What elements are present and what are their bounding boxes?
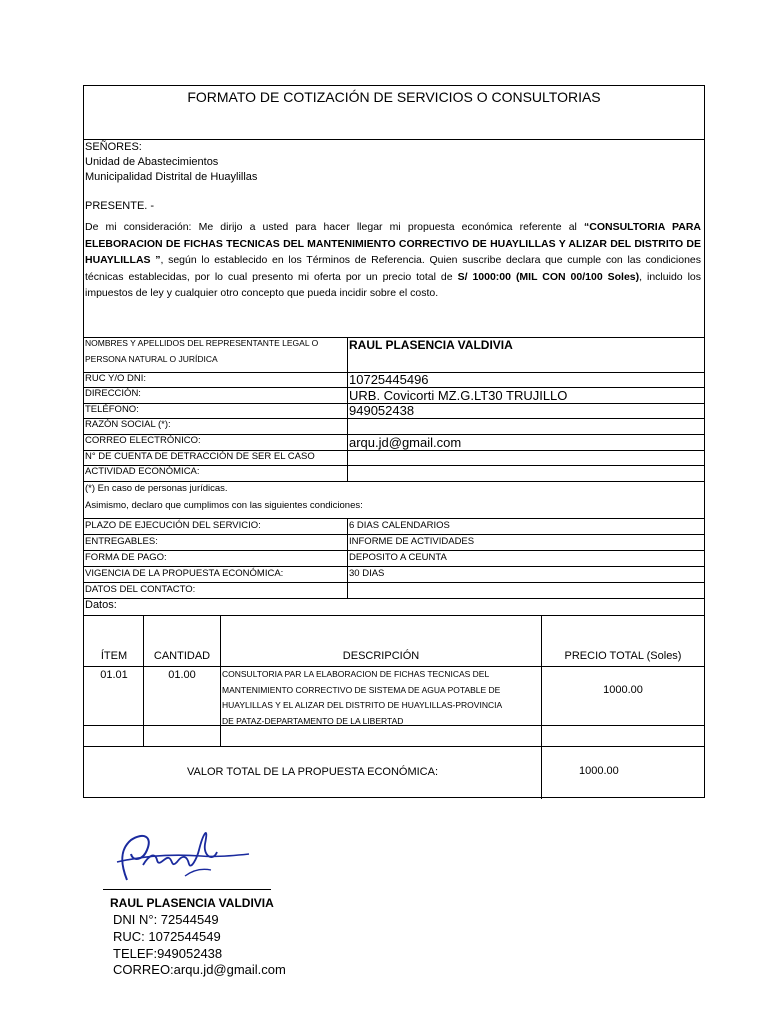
column-divider: [220, 615, 221, 746]
row-line: [84, 518, 704, 519]
header-total-price: PRECIO TOTAL (Soles): [564, 650, 682, 662]
form-title: FORMATO DE COTIZACIÓN DE SERVICIOS O CONSULTORIAS: [187, 89, 601, 105]
proposal-project-name: “CONSULTORIA PARA ELEBORACION DE FICHAS TECNICAS DEL MANTENIMIENTO CORRECTIVO DE HUAYLILLAS Y ALIZAR DEL DISTRITO DE HUAYLILLAS ”: [85, 221, 701, 266]
email-value: arqu.jd@gmail.com: [349, 435, 462, 450]
divider: [84, 139, 704, 140]
ruc-dni-label: RUC Y/O DNI:: [85, 373, 147, 384]
proposal-text-1: De mi consideración: Me dirijo a usted para hacer llegar mi propuesta económica referente al: [85, 221, 585, 233]
signer-dni: DNI N°: 72544549: [113, 912, 219, 927]
row-total-price: 1000.00: [603, 684, 643, 696]
row-description: [222, 667, 502, 729]
address-value: URB. Covicorti MZ.G.LT30 TRUJILLO: [349, 388, 568, 403]
row-item-number: 01.01: [100, 669, 128, 681]
conditions-intro: Asimismo, declaro que cumplimos con las siguientes condiciones:: [85, 500, 363, 511]
representative-name: RAUL PLASENCIA VALDIVIA: [349, 338, 513, 352]
row-line: [84, 534, 704, 535]
execution-term-label: PLAZO DE EJECUCIÓN DEL SERVICIO:: [85, 520, 261, 531]
signature-line: [103, 889, 271, 890]
row-quantity: 01.00: [168, 669, 196, 681]
row-line: [84, 746, 704, 747]
address-label: DIRECCIÓN:: [85, 388, 141, 399]
signer-ruc: RUC: 1072544549: [113, 929, 221, 944]
row-description-line: MANTENIMIENTO CORRECTIVO DE SISTEMA DE AGUA POTABLE DE: [222, 684, 501, 695]
quotation-form: [83, 85, 705, 798]
total-value: 1000.00: [579, 765, 619, 777]
deliverables-label: ENTREGABLES:: [85, 536, 158, 547]
row-line: [84, 598, 704, 599]
presente-label: PRESENTE. -: [85, 200, 155, 212]
signer-phone: TELEF:949052438: [113, 946, 223, 961]
validity-value: 30 DIAS: [349, 568, 385, 579]
column-divider: [347, 518, 348, 598]
proposal-paragraph: [85, 219, 701, 302]
email-label: CORREO ELECTRÓNICO:: [85, 435, 201, 446]
row-line: [84, 582, 704, 583]
proposal-text-2: , según lo establecido en los Términos de Referencia. Quien suscribe declara que cumple con las condiciones técnicas establecidas, por lo cual presento mi oferta por un precio total de: [85, 254, 701, 283]
phone-value: 949052438: [349, 403, 415, 418]
column-divider: [541, 615, 542, 799]
detraction-account-label: N° DE CUENTA DE DETRACCIÓN DE SER EL CASO: [85, 451, 315, 462]
header-item: ÍTEM: [100, 650, 128, 662]
deliverables-value: INFORME DE ACTIVIDADES: [349, 536, 475, 547]
representative-label-2: PERSONA NATURAL O JURÍDICA: [85, 354, 218, 364]
row-line: [84, 481, 704, 482]
ruc-dni-value: 10725445496: [349, 372, 429, 387]
signer-name: RAUL PLASENCIA VALDIVIA: [110, 896, 274, 910]
execution-term-value: 6 DIAS CALENDARIOS: [349, 520, 450, 531]
economic-activity-label: ACTIVIDAD ECONÓMICA:: [85, 466, 200, 477]
addressee-municipality: Municipalidad Distrital de Huaylillas: [85, 171, 258, 183]
row-description-line: DE PATAZ-DEPARTAMENTO DE LA LIBERTAD: [222, 715, 404, 726]
proposal-amount: S/ 1000:00 (MIL CON 00/100 Soles): [457, 270, 640, 283]
datos-label: Datos:: [85, 599, 117, 611]
contact-data-label: DATOS DEL CONTACTO:: [85, 584, 196, 595]
business-name-label: RAZÓN SOCIAL (*):: [85, 419, 171, 430]
row-line: [84, 550, 704, 551]
total-label: VALOR TOTAL DE LA PROPUESTA ECONÓMICA:: [186, 766, 439, 778]
legal-person-note: (*) En caso de personas jurídicas.: [85, 483, 228, 494]
header-description: DESCRIPCIÓN: [342, 650, 420, 662]
signer-email: CORREO:arqu.jd@gmail.com: [113, 962, 286, 977]
payment-method-label: FORMA DE PAGO:: [85, 552, 167, 563]
row-line: [84, 418, 704, 419]
proposal-text-3: , incluido los impuestos de ley y cualquier otro concepto que pueda incidir sobre el costo.: [85, 270, 701, 299]
representative-label-1: NOMBRES Y APELLIDOS DEL REPRESENTANTE LEGAL O: [85, 338, 319, 348]
row-line: [84, 566, 704, 567]
addressee-unit: Unidad de Abastecimientos: [85, 156, 219, 168]
phone-label: TELÉFONO:: [85, 404, 139, 415]
column-divider: [347, 337, 348, 481]
handwritten-signature: [113, 810, 253, 895]
addressee-label: SEÑORES:: [85, 141, 142, 153]
row-description-line: CONSULTORIA PAR LA ELABORACION DE FICHAS TECNICAS DEL: [222, 669, 490, 679]
validity-label: VIGENCIA DE LA PROPUESTA ECONÓMICA:: [85, 568, 284, 579]
payment-method-value: DEPOSITO A CEUNTA: [349, 552, 447, 563]
header-quantity: CANTIDAD: [153, 650, 211, 662]
row-description-line: HUAYLILLAS Y EL ALIZAR DEL DISTRITO DE HUAYLILLAS-PROVINCIA: [222, 700, 503, 710]
row-line: [84, 615, 704, 616]
